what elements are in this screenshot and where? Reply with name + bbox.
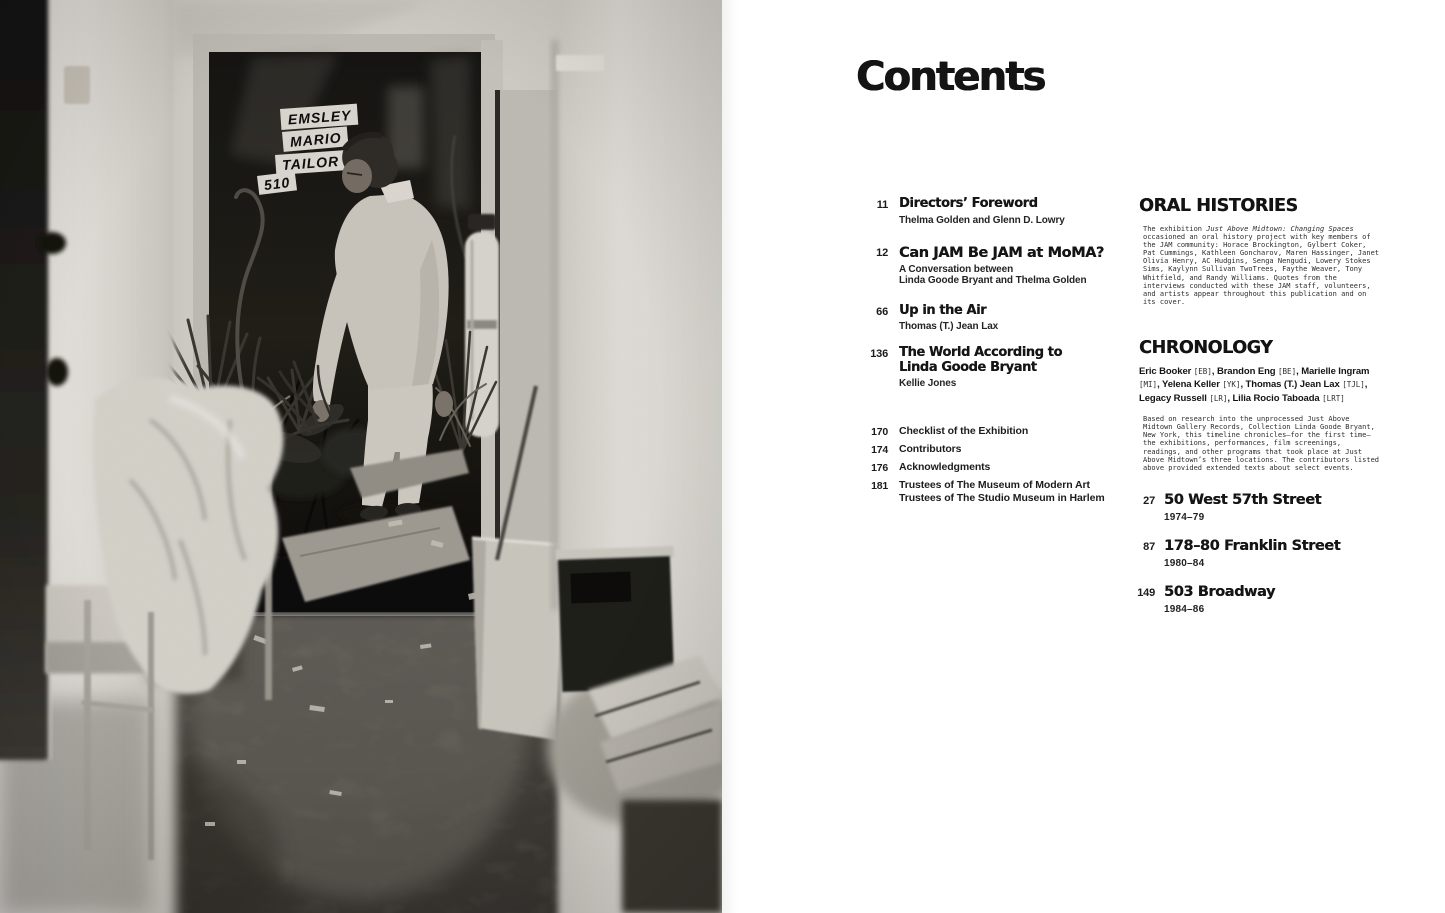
location-years: 1980–84: [1164, 557, 1205, 569]
toc-backmatter-line: Trustees of The Studio Museum in Harlem: [899, 492, 1105, 504]
oral-histories-text: occasioned an oral history project with key members of the JAM community: Horace Brockington, Gylbert Coker, Pat Cummings, Kathleen Goncharov, Maren Hassinger, Janet Olivia Henry, AC Hudgins, Senga Nengudi, Lowery Stokes Sims, Kaylynn Sullivan TwoTrees, Faythe Weaver, Tony Whitfield, and Randy Williams. Quotes from the interviews conducted with these JAM staff, volunteers, and artists appear throughout this publication and on its cover.: [1143, 233, 1380, 306]
toc-title-line: The World According to: [899, 345, 1062, 360]
toc-column: [862, 197, 1112, 510]
location-title: 50 West 57th Street: [1164, 491, 1322, 508]
contributor-name: Eric Booker: [1139, 365, 1192, 377]
chronology-heading: CHRONOLOGY: [1139, 337, 1273, 358]
vignette-overlay: [0, 0, 722, 913]
toc-author-line: Thelma Golden and Glenn D. Lowry: [899, 214, 1065, 226]
page-title: Contents: [856, 54, 1045, 100]
toc-backmatter-list: [862, 425, 1112, 505]
toc-page-number: 170: [871, 426, 888, 438]
toc-entry-authors: [899, 215, 1065, 226]
toc-backmatter-title: [899, 461, 990, 474]
toc-entry-title: [899, 197, 1065, 212]
contributor-name: Lilia Rocio Taboada: [1232, 392, 1320, 404]
contributor-initials: [LRT]: [1322, 393, 1345, 403]
contributor-name: Brandon Eng: [1216, 365, 1276, 377]
toc-backmatter-line: Checklist of the Exhibition: [899, 425, 1029, 437]
contributor-initials: [TJL]: [1342, 380, 1365, 390]
toc-backmatter-line: Acknowledgments: [899, 461, 991, 473]
chronology-location: [1133, 584, 1391, 615]
toc-backmatter-row: [862, 443, 1112, 456]
toc-backmatter-row: [862, 479, 1112, 505]
toc-author-line: Kellie Jones: [899, 378, 957, 389]
location-page-number: 27: [1143, 494, 1155, 507]
toc-page-number: 181: [871, 480, 888, 492]
exhibition-title-italic: Just Above Midtown: Changing Spaces: [1206, 225, 1354, 233]
toc-entry-title: [899, 346, 1062, 375]
oral-histories-heading: ORAL HISTORIES: [1139, 196, 1298, 216]
toc-backmatter-row: [862, 425, 1112, 438]
sections-column: [1133, 197, 1391, 630]
contributor-initials: [EB]: [1193, 366, 1212, 376]
toc-entry: [862, 197, 1112, 226]
location-body: [1164, 584, 1275, 615]
toc-page-number: 136: [870, 348, 888, 360]
photo-page: [0, 0, 722, 913]
toc-page-number: 176: [871, 462, 888, 474]
toc-entry-title: [899, 304, 998, 319]
location-page-number: 149: [1137, 586, 1155, 599]
toc-backmatter-row: [862, 461, 1112, 474]
contributor-initials: [BE]: [1278, 366, 1297, 376]
toc-page-number: 12: [876, 246, 888, 259]
contributor-name: Legacy Russell: [1139, 392, 1207, 404]
chronology-paragraph: Based on research into the unprocessed Just Above Midtown Gallery Records, Collection Linda Goode Bryant, New York, this timeline chronicles—for the first time—the exhibitions, performances, film screenings, readings, and other programs that took place at Just Above Midtown’s three locations. The contributors listed above provided extended texts about select events.: [1143, 415, 1380, 472]
toc-entry-authors: [899, 378, 1062, 389]
toc-title-line: Up in the Air: [899, 302, 987, 318]
toc-entry-authors: [899, 321, 998, 332]
chronology-location: [1133, 492, 1391, 523]
contributor-initials: [MI]: [1139, 380, 1158, 390]
toc-entry: [862, 346, 1112, 389]
toc-backmatter-line: Trustees of The Museum of Modern Art: [899, 479, 1090, 491]
location-title: 178–80 Franklin Street: [1164, 537, 1341, 554]
toc-entry: [862, 304, 1112, 333]
contributor-initials: [LR]: [1209, 393, 1228, 403]
toc-author-line: Linda Goode Bryant and Thelma Golden: [899, 274, 1087, 286]
toc-title-line: Can JAM Be JAM at MoMA?: [899, 244, 1104, 261]
oral-histories-paragraph: [1143, 225, 1379, 306]
toc-page-number: 174: [871, 444, 888, 456]
toc-page-number: 11: [876, 199, 888, 211]
toc-entry-body: [899, 245, 1104, 286]
toc-entry: [862, 245, 1112, 286]
toc-title-line: Directors’ Foreword: [899, 196, 1038, 211]
toc-author-line: Thomas (T.) Jean Lax: [899, 321, 999, 332]
page-gutter-shadow: [722, 0, 738, 913]
toc-backmatter-title: [899, 479, 1105, 505]
oral-histories-text: The exhibition: [1143, 225, 1207, 233]
toc-main-list: [862, 197, 1112, 389]
toc-backmatter-title: [899, 425, 1028, 438]
toc-backmatter-title: [899, 443, 961, 456]
location-years: 1974–79: [1164, 511, 1205, 523]
contributor-initials: [YK]: [1222, 380, 1241, 390]
chronology-locations-list: [1133, 492, 1391, 615]
location-page-number: 87: [1143, 540, 1155, 553]
toc-title-line: Linda Goode Bryant: [899, 359, 1037, 375]
chronology-location: [1133, 538, 1391, 569]
toc-entry-authors: [899, 264, 1104, 286]
contributor-name: Thomas (T.) Jean Lax: [1245, 379, 1340, 391]
toc-entry-body: [899, 304, 998, 333]
location-body: [1164, 492, 1321, 523]
toc-entry-body: [899, 346, 1062, 389]
toc-backmatter-line: Contributors: [899, 443, 962, 455]
chronology-contributors: Eric Booker [EB], Brandon Eng [BE], Marielle Ingram [MI], Yelena Keller [YK], Thomas (T.) Jean Lax [TJL], Legacy Russell [LR], Lilia Rocio Taboada [LRT]: [1139, 365, 1370, 404]
hallway-photo: [0, 0, 722, 913]
toc-page-number: 66: [876, 305, 888, 318]
location-years: 1984–86: [1164, 603, 1205, 615]
contributor-name: Marielle Ingram: [1301, 365, 1370, 377]
contributor-name: Yelena Keller: [1161, 379, 1220, 391]
toc-author-line: A Conversation between: [899, 263, 1014, 275]
location-body: [1164, 538, 1340, 569]
location-title: 503 Broadway: [1164, 583, 1276, 600]
toc-entry-body: [899, 197, 1065, 226]
toc-entry-title: [899, 245, 1104, 261]
